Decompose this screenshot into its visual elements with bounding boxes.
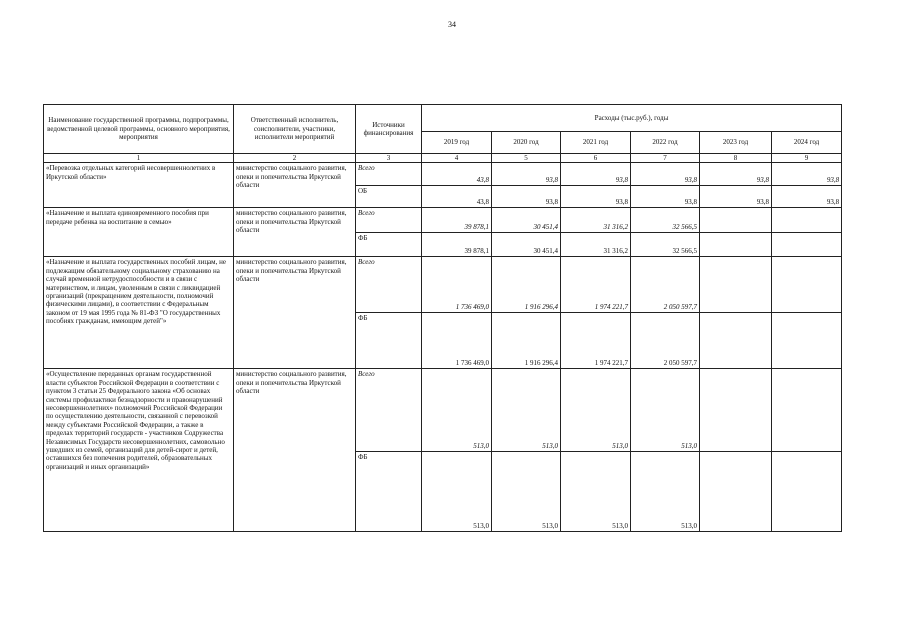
column-number: 1 [44, 154, 234, 163]
total-value: 93,8 [772, 163, 842, 186]
total-value [700, 369, 772, 452]
total-value: 1 916 296,4 [492, 257, 561, 313]
header-year: 2020 год [492, 132, 561, 154]
total-value: 513,0 [492, 369, 561, 452]
source-value: 1 974 221,7 [561, 313, 631, 369]
column-number: 9 [772, 154, 842, 163]
source-label: ФБ [356, 233, 422, 257]
responsible-executor: министерство социального развития, опеки и попечительства Иркутской области [234, 208, 356, 257]
responsible-executor: министерство социального развития, опеки и попечительства Иркутской области [234, 369, 356, 532]
program-name: «Назначение и выплата государственных пособий лицам, не подлежащим обязательному социальному страхованию на случай временной нетрудоспособности и в связи с материнством, и лицам, уволенным в связи с ликвидацией организаций (прекращением деятельности, полномочий физическими лицами), в соответствии с Федеральным законом от 19 мая 1995 года № 81-ФЗ "О государственных пособиях гражданам, имеющим детей"» [44, 257, 234, 369]
column-number: 2 [234, 154, 356, 163]
source-value: 43,8 [422, 186, 492, 208]
source-value: 30 451,4 [492, 233, 561, 257]
total-value: 93,8 [492, 163, 561, 186]
budget-table [43, 104, 842, 532]
column-number: 4 [422, 154, 492, 163]
source-label: ФБ [356, 313, 422, 369]
source-value: 1 736 469,0 [422, 313, 492, 369]
source-value: 93,8 [561, 186, 631, 208]
total-value: 2 050 597,7 [631, 257, 700, 313]
total-value: 43,8 [422, 163, 492, 186]
program-name: «Перевозка отдельных категорий несовершеннолетних в Иркутской области» [44, 163, 234, 208]
source-value [700, 313, 772, 369]
responsible-executor: министерство социального развития, опеки и попечительства Иркутской области [234, 257, 356, 369]
column-number: 7 [631, 154, 700, 163]
total-value [772, 369, 842, 452]
source-label: ОБ [356, 186, 422, 208]
total-value: 32 566,5 [631, 208, 700, 233]
source-value: 1 916 296,4 [492, 313, 561, 369]
source-value: 31 316,2 [561, 233, 631, 257]
responsible-executor: министерство социального развития, опеки и попечительства Иркутской области [234, 163, 356, 208]
total-value: 513,0 [422, 369, 492, 452]
table-row [44, 369, 842, 452]
source-value: 513,0 [561, 452, 631, 532]
total-value [700, 257, 772, 313]
header-name: Наименование государственной программы, подпрограммы, ведомственной целевой программы, основного мероприятия, мероприятия [44, 105, 234, 154]
header-year: 2022 год [631, 132, 700, 154]
table-row [44, 163, 842, 186]
total-value: 93,8 [700, 163, 772, 186]
source-total-label: Всего [356, 257, 422, 313]
program-name: «Назначение и выплата единовременного пособия при передаче ребенка на воспитание в семью» [44, 208, 234, 257]
source-value [700, 452, 772, 532]
header-expenses: Расходы (тыс.руб.), годы [422, 105, 842, 132]
source-total-label: Всего [356, 163, 422, 186]
total-value: 30 451,4 [492, 208, 561, 233]
column-number: 3 [356, 154, 422, 163]
total-value: 513,0 [631, 369, 700, 452]
header-responsible: Ответственный исполнитель, соисполнители, участники, исполнители мероприятий [234, 105, 356, 154]
source-value: 93,8 [492, 186, 561, 208]
source-total-label: Всего [356, 208, 422, 233]
source-value: 32 566,5 [631, 233, 700, 257]
total-value: 93,8 [631, 163, 700, 186]
total-value: 513,0 [561, 369, 631, 452]
source-value: 513,0 [631, 452, 700, 532]
program-name: «Осуществление переданных органам государственной власти субъектов Российской Федерации в соответствии с пунктом 3 статьи 25 Федерального закона «Об основах системы профилактики безнадзорности и правонарушений несовершеннолетних» полномочий Российской Федерации по осуществлению деятельности, связанной с перевозкой между субъектами Российской Федерации, а также в пределах территорий государств - участников Содружества Независимых Государств несовершеннолетних, самовольно ушедших из семей, организаций для детей-сирот и детей, оставшихся без попечения родителей, образовательных организаций и иных организаций» [44, 369, 234, 532]
source-value [772, 313, 842, 369]
column-number: 8 [700, 154, 772, 163]
total-value: 39 878,1 [422, 208, 492, 233]
source-total-label: Всего [356, 369, 422, 452]
source-label: ФБ [356, 452, 422, 532]
header-year: 2024 год [772, 132, 842, 154]
source-value: 93,8 [631, 186, 700, 208]
table-row [44, 257, 842, 313]
source-value [700, 233, 772, 257]
total-value [772, 208, 842, 233]
column-number: 6 [561, 154, 631, 163]
source-value [772, 233, 842, 257]
total-value [700, 208, 772, 233]
total-value: 1 974 221,7 [561, 257, 631, 313]
column-number: 5 [492, 154, 561, 163]
source-value: 39 878,1 [422, 233, 492, 257]
total-value: 93,8 [561, 163, 631, 186]
source-value: 513,0 [422, 452, 492, 532]
total-value: 31 316,2 [561, 208, 631, 233]
source-value: 93,8 [700, 186, 772, 208]
total-value [772, 257, 842, 313]
header-source: Источники финансирования [356, 105, 422, 154]
total-value: 1 736 469,0 [422, 257, 492, 313]
header-year: 2021 год [561, 132, 631, 154]
header-year: 2019 год [422, 132, 492, 154]
header-year: 2023 год [700, 132, 772, 154]
source-value [772, 452, 842, 532]
source-value: 513,0 [492, 452, 561, 532]
source-value: 93,8 [772, 186, 842, 208]
table-row [44, 208, 842, 233]
page-number: 34 [448, 20, 456, 29]
source-value: 2 050 597,7 [631, 313, 700, 369]
